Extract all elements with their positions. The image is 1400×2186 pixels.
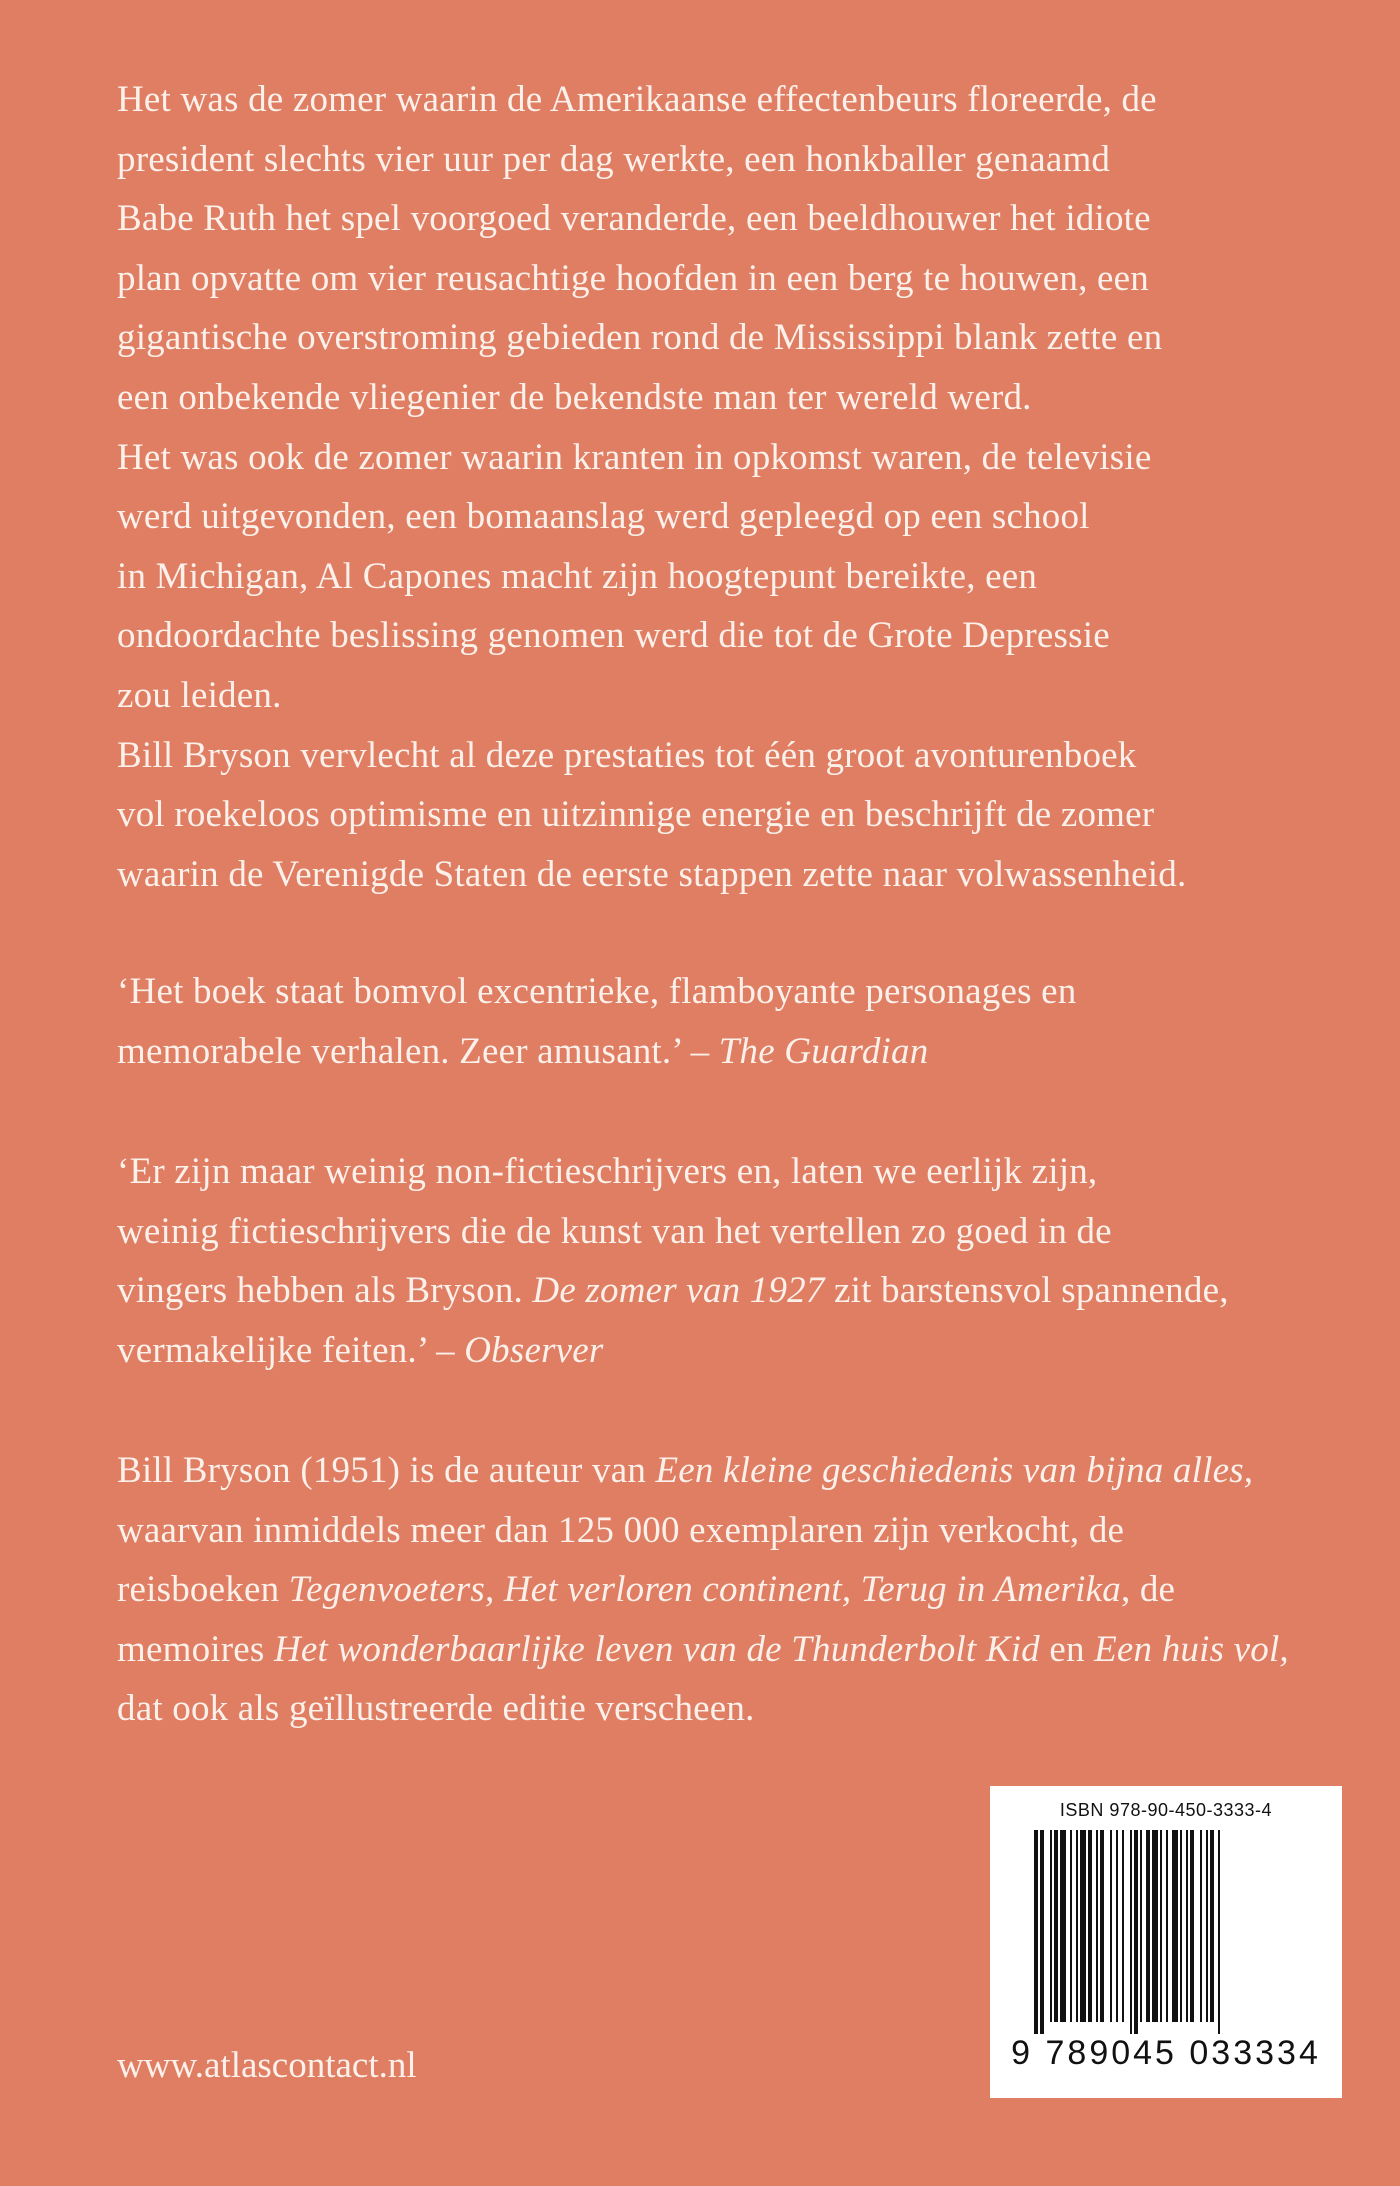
description-line: zou leiden. — [117, 674, 282, 716]
description-line: vol roekeloos optimisme en uitzinnige energie en beschrijft de zomer — [117, 794, 1155, 836]
quote-source: The Guardian — [718, 1030, 929, 1072]
bio-text: reisboeken — [117, 1569, 289, 1611]
barcode-bar — [1210, 1830, 1214, 2022]
bio-line — [117, 1620, 1347, 1680]
barcode-bar — [1186, 1830, 1188, 2022]
book-titles: Tegenvoeters, Het verloren continent, Terug in Amerika — [288, 1569, 1121, 1611]
description-line: in Michigan, Al Capones macht zijn hoogtepunt bereikte, een — [117, 555, 1038, 597]
bio-text: memoires — [117, 1628, 274, 1670]
description-line: werd uitgevonden, een bomaanslag werd gepleegd op een school — [117, 496, 1090, 538]
barcode-bar — [1166, 1830, 1168, 2022]
bio-line: dat ook als geïllustreerde editie verscheen. — [117, 1688, 755, 1730]
bio-line: waarvan inmiddels meer dan 125 000 exemplaren zijn verkocht, de — [117, 1509, 1125, 1551]
quote-line — [117, 1022, 1347, 1082]
barcode-bar — [1122, 1830, 1124, 2022]
barcode-digits: 9 789045 033334 — [1011, 2034, 1321, 2072]
quote-text: vermakelijke feiten.’ – — [117, 1329, 465, 1371]
barcode-bar — [1134, 1830, 1138, 2034]
barcode-bar — [1076, 1830, 1078, 2022]
quote-line — [117, 1321, 1347, 1381]
barcode-bar — [1100, 1830, 1104, 2022]
book-title: Een kleine geschiedenis van bijna alles, — [655, 1450, 1254, 1491]
description-line: Het was ook de zomer waarin kranten in opkomst waren, de televisie — [117, 436, 1152, 478]
book-title: Het wonderbaarlijke leven van de Thunderbolt Kid — [273, 1628, 1040, 1670]
quote-line: weinig fictieschrijvers die de kunst van het vertellen zo goed in de — [117, 1210, 1112, 1252]
description-line: president slechts vier uur per dag werkte, een honkballer genaamd — [117, 138, 1111, 180]
quote-line: ‘Er zijn maar weinig non-fictieschrijvers en, laten we eerlijk zijn, — [117, 1151, 1098, 1192]
barcode-bar — [1152, 1830, 1158, 2022]
author-bio — [117, 1441, 1347, 1739]
barcode-bar — [1160, 1830, 1162, 2022]
barcode-bar — [1040, 1830, 1044, 2034]
barcode-bar — [1088, 1830, 1092, 2022]
description-line: Bill Bryson vervlecht al deze prestaties tot één groot avonturenboek — [117, 734, 1137, 776]
description-line: plan opvatte om vier reusachtige hoofden in een berg te houwen, een — [117, 257, 1149, 299]
quote-line — [117, 1261, 1347, 1321]
book-description — [117, 70, 1347, 904]
barcode-bar — [1140, 1830, 1142, 2022]
barcode-bar — [1200, 1830, 1202, 2022]
barcode-bar — [1172, 1830, 1178, 2022]
barcode-bar — [1206, 1830, 1208, 2022]
barcode-bar — [1070, 1830, 1072, 2022]
description-line: waarin de Verenigde Staten de eerste stappen zette naar volwassenheid. — [117, 853, 1187, 895]
quote-text: zit barstensvol spannende, — [824, 1270, 1229, 1312]
quote-line: ‘Het boek staat bomvol excentrieke, flamboyante personages en — [117, 971, 1077, 1012]
description-line: een onbekende vliegenier de bekendste man ter wereld werd. — [117, 376, 1032, 418]
barcode-bar — [1054, 1830, 1058, 2022]
description-line: Het was de zomer waarin de Amerikaanse effectenbeurs floreerde, de — [117, 79, 1157, 120]
barcode-bar — [1116, 1830, 1118, 2022]
barcode-bar — [1110, 1830, 1112, 2022]
review-quote-guardian — [117, 962, 1347, 1081]
quote-text: memorabele verhalen. Zeer amusant.’ – — [117, 1030, 719, 1072]
bio-text: Bill Bryson (1951) is de auteur van — [117, 1450, 656, 1491]
quote-source: Observer — [464, 1329, 604, 1371]
barcode-bar — [1190, 1830, 1194, 2022]
book-title: De zomer van 1927 — [532, 1270, 825, 1312]
description-line: ondoordachte beslissing genomen werd die tot de Grote Depressie — [117, 615, 1110, 657]
review-quote-observer — [117, 1142, 1347, 1380]
barcode-bar — [1096, 1830, 1098, 2022]
barcode-bar — [1180, 1830, 1182, 2022]
barcode-bar — [1034, 1830, 1038, 2034]
barcode-bar — [1060, 1830, 1066, 2022]
description-line: Babe Ruth het spel voorgoed veranderde, een beeldhouwer het idiote — [117, 198, 1151, 240]
isbn-label: ISBN 978-90-450-3333-4 — [1059, 1800, 1273, 1820]
bio-text: en — [1039, 1628, 1095, 1670]
book-title: Een huis vol, — [1094, 1628, 1289, 1670]
bio-line — [117, 1560, 1347, 1620]
barcode-bar — [1218, 1830, 1220, 2034]
barcode-icon — [1034, 1830, 1298, 2034]
barcode-bar — [1130, 1830, 1132, 2034]
publisher-website: www.atlascontact.nl — [117, 2045, 417, 2086]
bio-line — [117, 1441, 1347, 1501]
barcode-bar — [1080, 1830, 1086, 2022]
isbn-barcode — [990, 1786, 1342, 2098]
description-line: gigantische overstroming gebieden rond de Mississippi blank zette en — [117, 317, 1163, 359]
barcode-bar — [1050, 1830, 1052, 2022]
barcode-bar — [1146, 1830, 1150, 2022]
bio-text: , de — [1120, 1569, 1176, 1611]
quote-text: vingers hebben als Bryson. — [117, 1270, 533, 1312]
